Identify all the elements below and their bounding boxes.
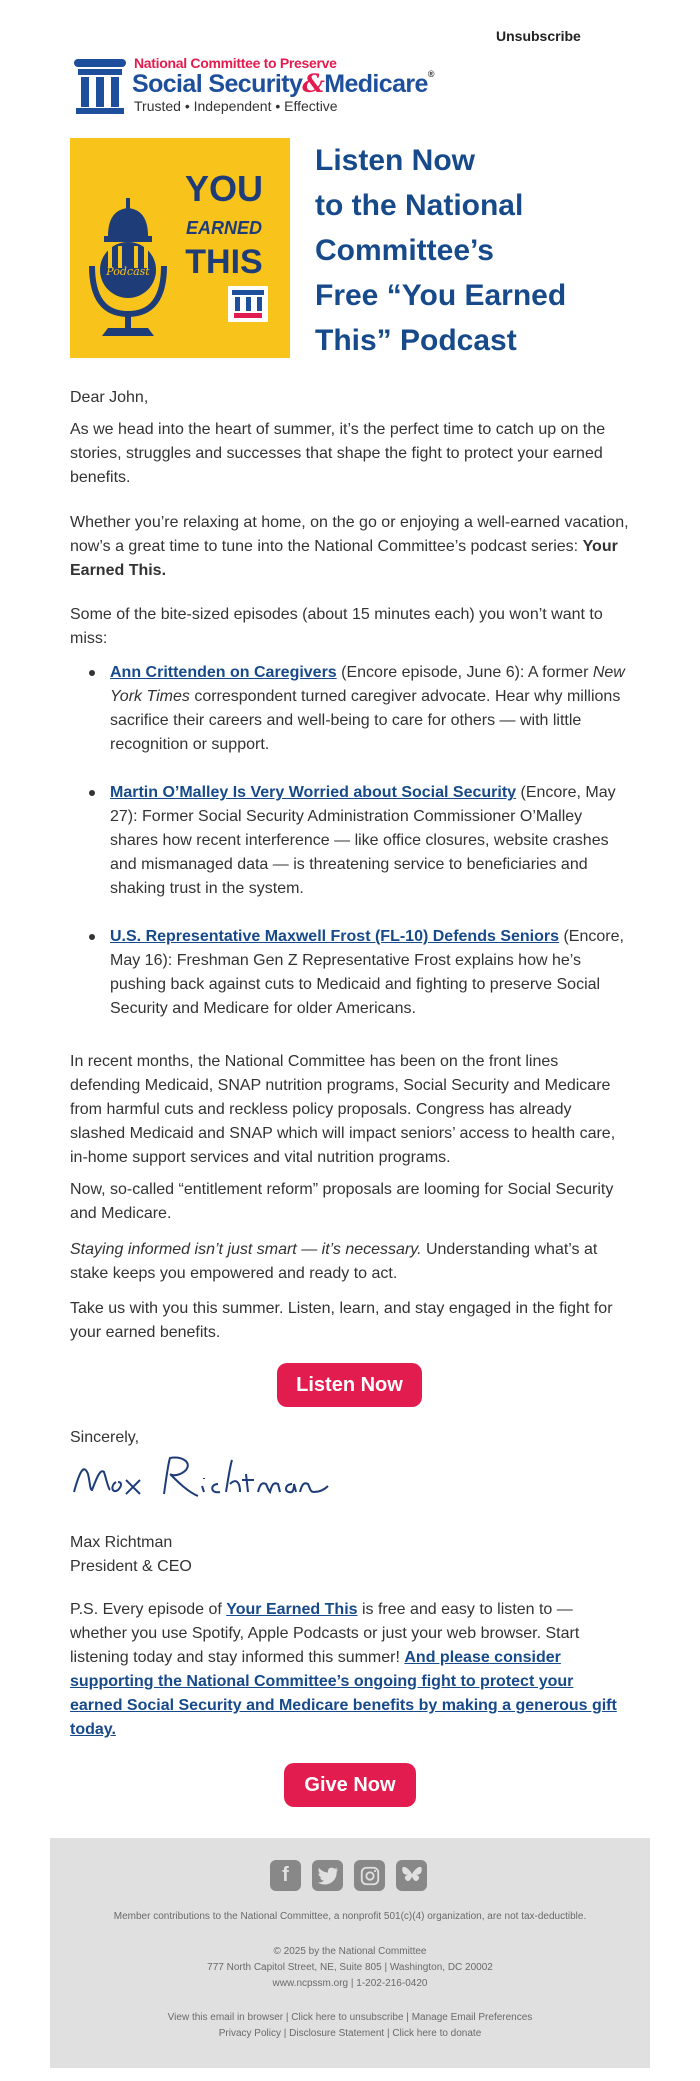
twitter-icon[interactable] xyxy=(312,1860,343,1891)
paragraph-7: Take us with you this summer. Listen, learn, and stay engaged in the fight for your earned benefits. xyxy=(70,1300,613,1341)
series-name: Your Earned This. xyxy=(70,538,618,579)
postscript xyxy=(70,1598,630,1742)
logo-line-1: National Committee to Preserve xyxy=(134,55,337,71)
donate-link[interactable]: Click here to donate xyxy=(392,2028,482,2039)
podcast-you: YOU xyxy=(184,168,263,209)
list-item xyxy=(70,925,630,1021)
listen-now-button[interactable]: Listen Now xyxy=(277,1363,422,1407)
episode-link-omalley[interactable]: Martin O’Malley Is Very Worried about Social Security xyxy=(110,784,517,801)
disclosure-link[interactable]: Disclosure Statement xyxy=(289,2028,385,2039)
give-now-button[interactable]: Give Now xyxy=(284,1763,416,1807)
paragraph-2-text: Whether you’re relaxing at home, on the go or enjoying a well-earned vacation, now’s a great time to tune into the National Committee’s podcast series: xyxy=(70,514,629,555)
hero-title-line: to the National xyxy=(315,189,524,222)
hero-title-line: Listen Now xyxy=(315,144,476,177)
ncpssm-logo[interactable] xyxy=(72,55,432,120)
footer xyxy=(50,1838,650,2068)
podcast-mic-label: Podcast xyxy=(106,265,150,278)
paragraph-1: As we head into the heart of summer, it’s the perfect time to catch up on the stories, struggles and successes that shape the fight to protect your earned benefits. xyxy=(70,421,606,486)
podcast-this: THIS xyxy=(185,243,263,281)
hero-title-line: Committee’s xyxy=(315,234,494,267)
instagram-icon[interactable] xyxy=(354,1860,385,1891)
unsubscribe-link[interactable]: Unsubscribe xyxy=(496,28,581,44)
facebook-icon[interactable]: f xyxy=(270,1860,301,1891)
tax-disclaimer: Member contributions to the National Committee, a nonprofit 501(c)(4) organization, are not tax-deductible. xyxy=(113,1911,587,1922)
hero-title-line: This” Podcast xyxy=(315,324,517,357)
hero-title-line: Free “You Earned xyxy=(315,279,567,312)
episode-list xyxy=(70,661,630,1045)
hero-title xyxy=(315,138,645,363)
paragraph-6 xyxy=(70,1238,630,1286)
episode-link-frost[interactable]: U.S. Representative Maxwell Frost (FL-10) Defends Seniors xyxy=(110,928,560,945)
footer-links-row-2: Privacy Policy | Disclosure Statement | Click here to donate xyxy=(218,2028,482,2039)
logo-registered: ® xyxy=(427,69,434,79)
donate-appeal-link[interactable]: And please consider supporting the National Committee’s ongoing fight to protect your earned Social Security and Medicare benefits by making a generous gift today. xyxy=(70,1649,617,1738)
podcast-earned: EARNED xyxy=(185,218,262,238)
paragraph-6-text: Understanding what’s at stake keeps you empowered and ready to act. xyxy=(70,1241,598,1282)
postscript-text: P.S. Every episode of xyxy=(70,1601,227,1618)
paragraph-2 xyxy=(70,511,630,583)
podcast-link[interactable]: Your Earned This xyxy=(226,1601,358,1618)
mailing-address: 777 North Capitol Street, NE, Suite 805 | Washington, DC 20002 xyxy=(207,1962,493,1973)
episode-desc: (Encore, May 27): Former Social Security Administration Commissioner O’Malley shares how recent interference — like office closures, website crashes and mismanaged data — is threatening service to beneficiaries and shaking trust in the system. xyxy=(110,784,616,897)
logo-social-security: Social Security xyxy=(132,70,303,98)
signer-name: Max Richtman xyxy=(70,1534,173,1551)
logo-tagline: Trusted • Independent • Effective xyxy=(134,98,338,114)
episode-desc-italic: New York Times xyxy=(110,664,625,705)
greeting: Dear John, xyxy=(70,389,149,406)
podcast-hero-image[interactable] xyxy=(70,138,290,358)
handwritten-signature-icon xyxy=(70,1450,330,1512)
list-item xyxy=(70,781,630,901)
episode-desc: correspondent turned caregiver advocate. Hear why millions sacrifice their careers and well-being to care for others — with little recognition or support. xyxy=(110,688,621,753)
copyright: © 2025 by the National Committee xyxy=(273,1946,427,1957)
footer-links-row-1: View this email in browser | Click here to unsubscribe | Manage Email Preferences xyxy=(167,2012,533,2023)
signer-title: President & CEO xyxy=(70,1558,192,1575)
paragraph-3: Some of the bite-sized episodes (about 15 minutes each) you won’t want to miss: xyxy=(70,606,603,647)
episode-desc: (Encore episode, June 6): A former xyxy=(336,664,593,681)
postscript-text: is free and easy to listen to — whether you use Spotify, Apple Podcasts or just your web browser. Start listening today and stay informed this summer! xyxy=(70,1601,580,1666)
signature xyxy=(70,1450,330,1517)
logo-ampersand: & xyxy=(302,69,325,98)
episode-desc: (Encore, May 16): Freshman Gen Z Representative Frost explains how he’s pushing back against cuts to Medicaid and fighting to preserve Social Security and Medicare for older Americans. xyxy=(110,928,624,1017)
bluesky-icon[interactable] xyxy=(396,1860,427,1891)
paragraph-6-italic: Staying informed isn’t just smart — it’s necessary. xyxy=(70,1241,422,1258)
manage-preferences-link[interactable]: Manage Email Preferences xyxy=(411,2012,533,2023)
closing: Sincerely, xyxy=(70,1429,140,1446)
paragraph-4: In recent months, the National Committee has been on the front lines defending Medicaid, SNAP nutrition programs, Social Security and Medicare from harmful cuts and reckless policy proposals. Congress has already slashed Medicaid and SNAP which will impact seniors’ access to health care, in-home support services and vital nutrition programs. xyxy=(70,1053,616,1166)
privacy-policy-link[interactable]: Privacy Policy xyxy=(218,2028,281,2039)
column-logo-icon xyxy=(72,57,128,115)
logo-line-2 xyxy=(132,69,434,99)
list-item xyxy=(70,661,630,757)
logo-medicare: Medicare xyxy=(324,70,428,98)
view-in-browser-link[interactable]: View this email in browser xyxy=(167,2012,284,2023)
episode-link-crittenden[interactable]: Ann Crittenden on Caregivers xyxy=(110,664,337,681)
website-phone: www.ncpssm.org | 1-202-216-0420 xyxy=(272,1978,428,1989)
footer-unsubscribe-link[interactable]: Click here to unsubscribe xyxy=(291,2012,404,2023)
paragraph-5: Now, so-called “entitlement reform” proposals are looming for Social Security and Medicare. xyxy=(70,1181,614,1222)
social-links xyxy=(270,1860,427,1891)
